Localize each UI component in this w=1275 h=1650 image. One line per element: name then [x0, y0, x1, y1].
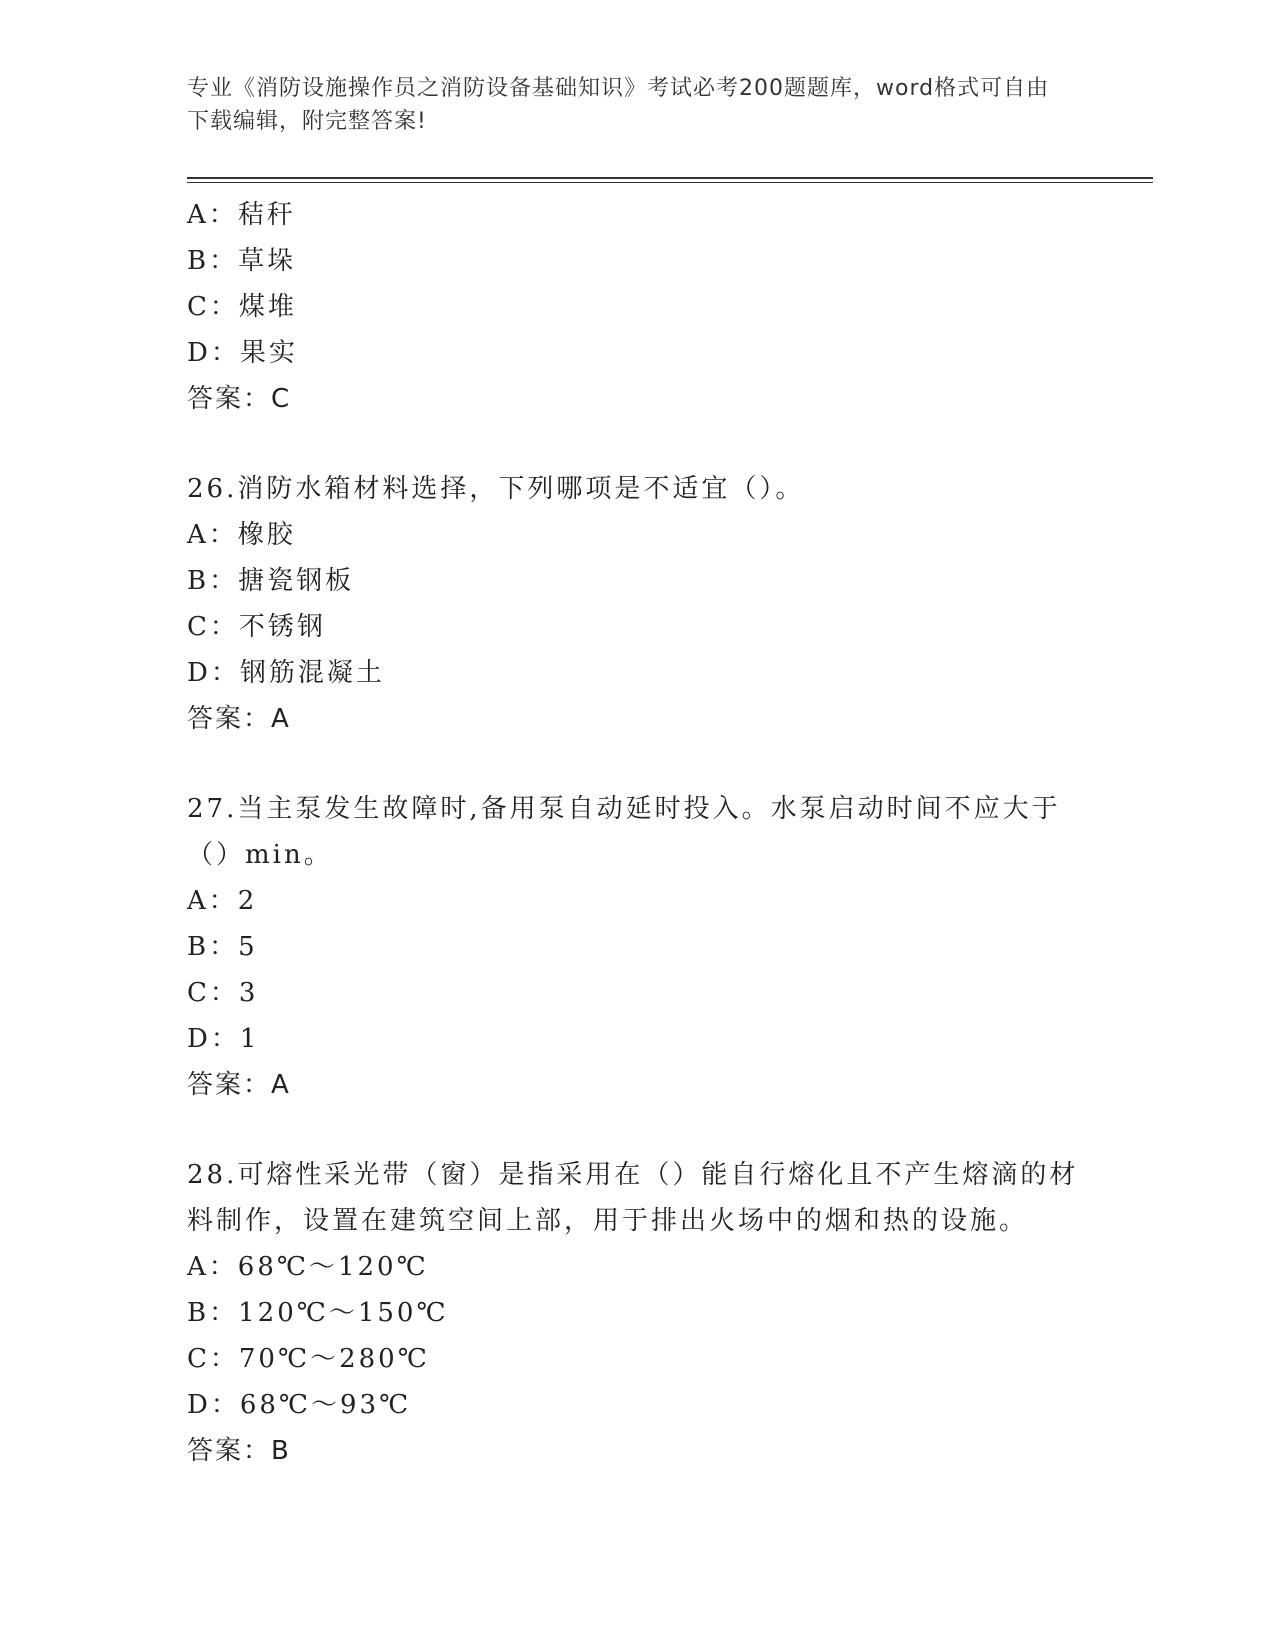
option-c: C：煤堆 [187, 292, 297, 322]
option-b: B：120℃～150℃ [187, 1298, 449, 1328]
option-c: C：3 [187, 978, 259, 1008]
answer-line: 答案：A [187, 704, 291, 734]
option-a: A：68℃～120℃ [187, 1252, 429, 1282]
question-stem: 26.消防水箱材料选择，下列哪项是不适宜（）。 [187, 474, 805, 504]
question-27 [187, 786, 1087, 1108]
option-c: C：不锈钢 [187, 612, 326, 642]
question-25 [187, 192, 1087, 422]
option-d: D：钢筋混凝土 [187, 658, 385, 688]
question-28 [187, 1152, 1087, 1474]
answer-line: 答案：C [187, 384, 292, 414]
option-d: D：1 [187, 1024, 260, 1054]
option-d: D：68℃～93℃ [187, 1390, 412, 1420]
answer-line: 答案：B [187, 1436, 291, 1466]
question-stem: 27.当主泵发生故障时,备用泵自动延时投入。水泵启动时间不应大于（）min。 [187, 794, 1061, 870]
option-c: C：70℃～280℃ [187, 1344, 430, 1374]
option-a: A：秸秆 [187, 200, 296, 230]
header-rule-thin [187, 182, 1153, 183]
option-a: A：橡胶 [187, 520, 296, 550]
question-stem: 28.可熔性采光带（窗）是指采用在（）能自行熔化且不产生熔滴的材料制作，设置在建筑空间上部，用于排出火场中的烟和热的设施。 [187, 1160, 1079, 1236]
option-b: B：草垛 [187, 246, 297, 276]
page-header: 专业《消防设施操作员之消防设备基础知识》考试必考200题题库，word格式可自由下载编辑，附完整答案! [187, 76, 1050, 134]
option-a: A：2 [187, 886, 258, 916]
option-d: D：果实 [187, 338, 298, 368]
answer-line: 答案：A [187, 1070, 291, 1100]
header-rule-thick [187, 177, 1153, 179]
question-list [187, 192, 1087, 1474]
question-26 [187, 466, 1087, 742]
option-b: B：5 [187, 932, 258, 962]
option-b: B：搪瓷钢板 [187, 566, 355, 596]
